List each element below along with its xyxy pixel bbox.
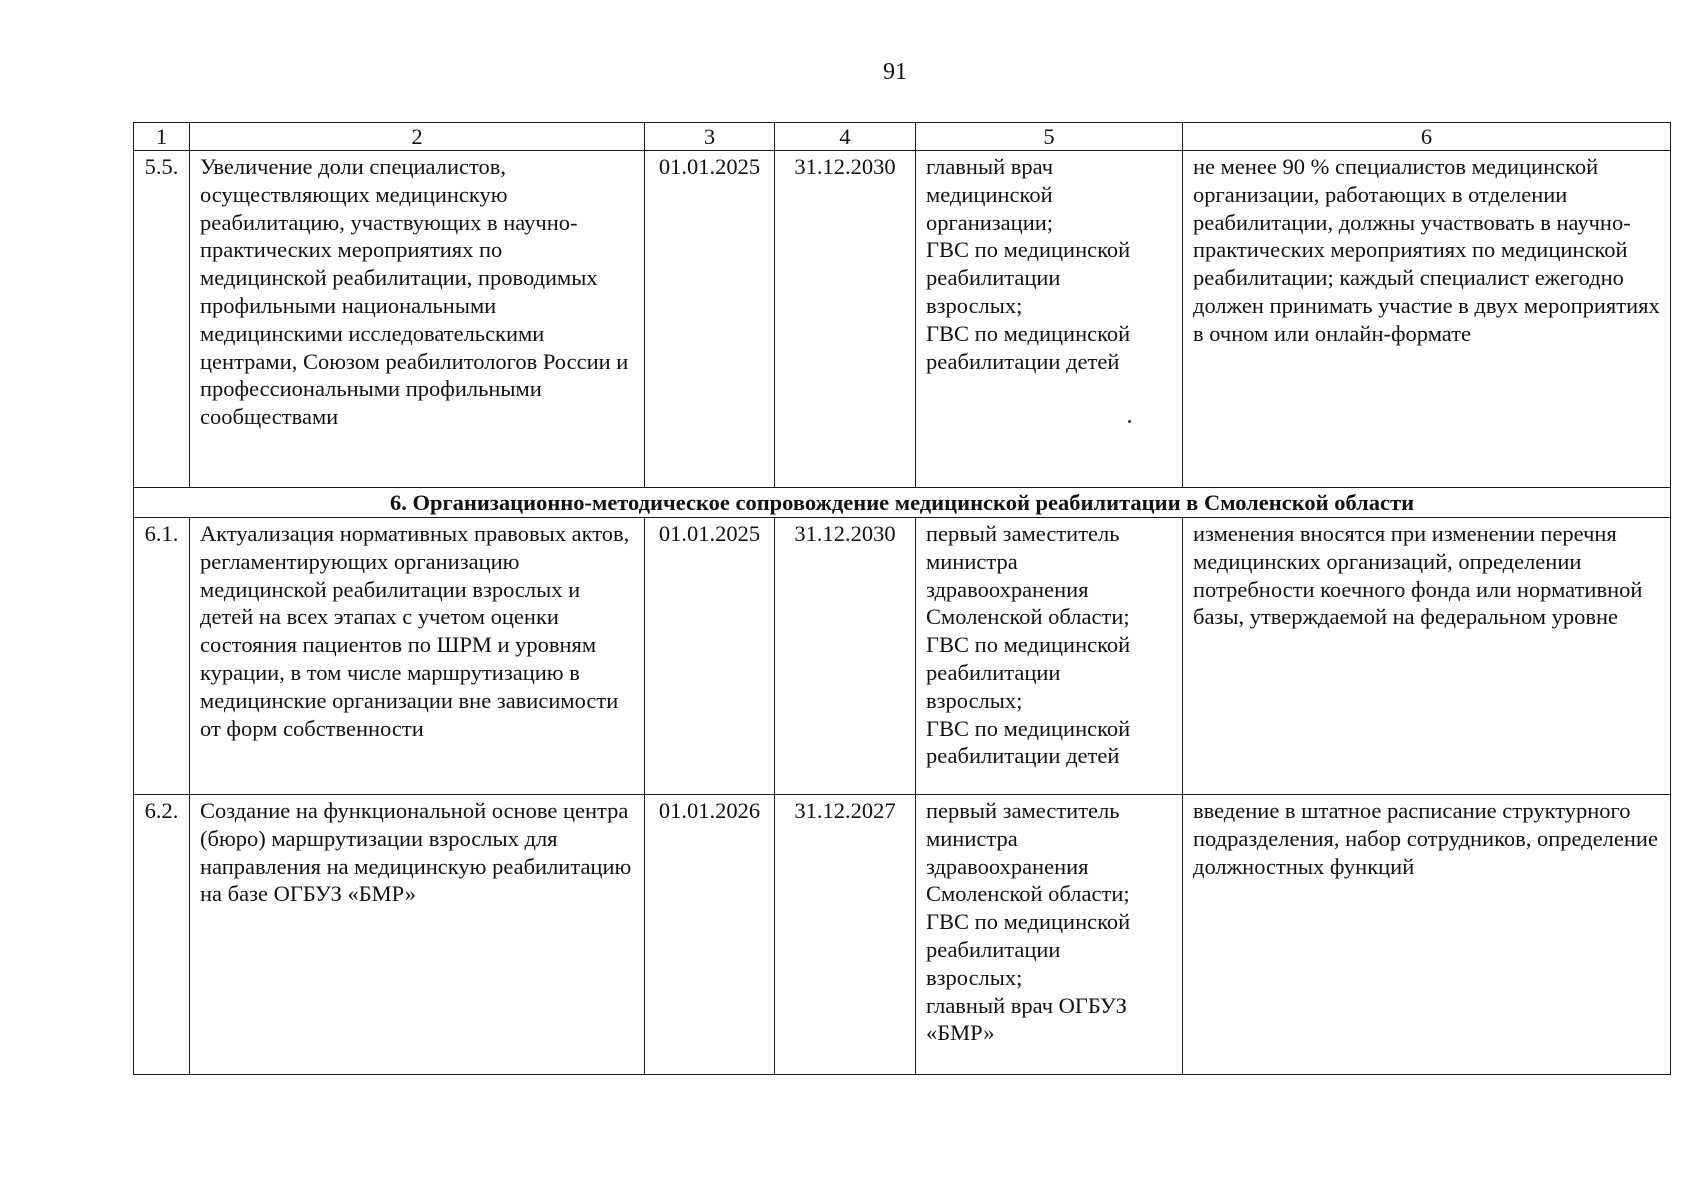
column-header-5: 5 [916,123,1183,151]
table-row [134,518,1671,795]
responsible-persons: первый заместитель министра здравоохранения Смоленской области; ГВС по медицинской реабилитации взрослых; ГВС по медицинской реабилитации детей [916,518,1183,795]
expected-result: не менее 90 % специалистов медицинской организации, работающих в отделении реабилитации, должны участвовать в научно-практических мероприятиях по медицинской реабилитации; каждый специалист ежегодно должен принимать участие в двух мероприятиях в очном или онлайн-формате [1183,151,1671,488]
responsible-persons: первый заместитель министра здравоохранения Смоленской области; ГВС по медицинской реабилитации взрослых; главный врач ОГБУЗ «БМР» [916,795,1183,1075]
section-title: 6. Организационно-методическое сопровождение медицинской реабилитации в Смоленской области [134,488,1671,518]
end-date: 31.12.2030 [775,151,916,488]
start-date: 01.01.2025 [645,518,775,795]
column-header-2: 2 [190,123,645,151]
end-date: 31.12.2030 [775,518,916,795]
table-row [134,151,1671,488]
activity-description: Увеличение доли специалистов, осуществляющих медицинскую реабилитацию, участвующих в научно-практических мероприятиях по медицинской реабилитации, проводимых профильными национальными медицинскими исследовательскими центрами, Союзом реабилитологов России и профессиональными профильными сообществами [190,151,645,488]
column-header-4: 4 [775,123,916,151]
page-number: 91 [883,59,907,85]
row-number: 5.5. [134,151,190,488]
activity-description: Создание на функциональной основе центра (бюро) маршрутизации взрослых для направления на медицинскую реабилитацию на базе ОГБУЗ «БМР» [190,795,645,1075]
row-number: 6.2. [134,795,190,1075]
expected-result: введение в штатное расписание структурного подразделения, набор сотрудников, определение должностных функций [1183,795,1671,1075]
column-header-1: 1 [134,123,190,151]
action-plan-table [133,122,1671,1075]
start-date: 01.01.2026 [645,795,775,1075]
column-header-3: 3 [645,123,775,151]
section-heading-row [134,488,1671,518]
scan-speck [1128,420,1131,423]
table-row [134,795,1671,1075]
column-header-6: 6 [1183,123,1671,151]
end-date: 31.12.2027 [775,795,916,1075]
activity-description: Актуализация нормативных правовых актов, регламентирующих организацию медицинской реабилитации взрослых и детей на всех этапах с учетом оценки состояния пациентов по ШРМ и уровням курации, в том числе маршрутизацию в медицинские организации вне зависимости от форм собственности [190,518,645,795]
row-number: 6.1. [134,518,190,795]
expected-result: изменения вносятся при изменении перечня медицинских организаций, определении потребности коечного фонда или нормативной базы, утверждаемой на федеральном уровне [1183,518,1671,795]
start-date: 01.01.2025 [645,151,775,488]
responsible-persons: главный врач медицинской организации; ГВС по медицинской реабилитации взрослых; ГВС по медицинской реабилитации детей [916,151,1183,488]
column-header-row [134,123,1671,151]
